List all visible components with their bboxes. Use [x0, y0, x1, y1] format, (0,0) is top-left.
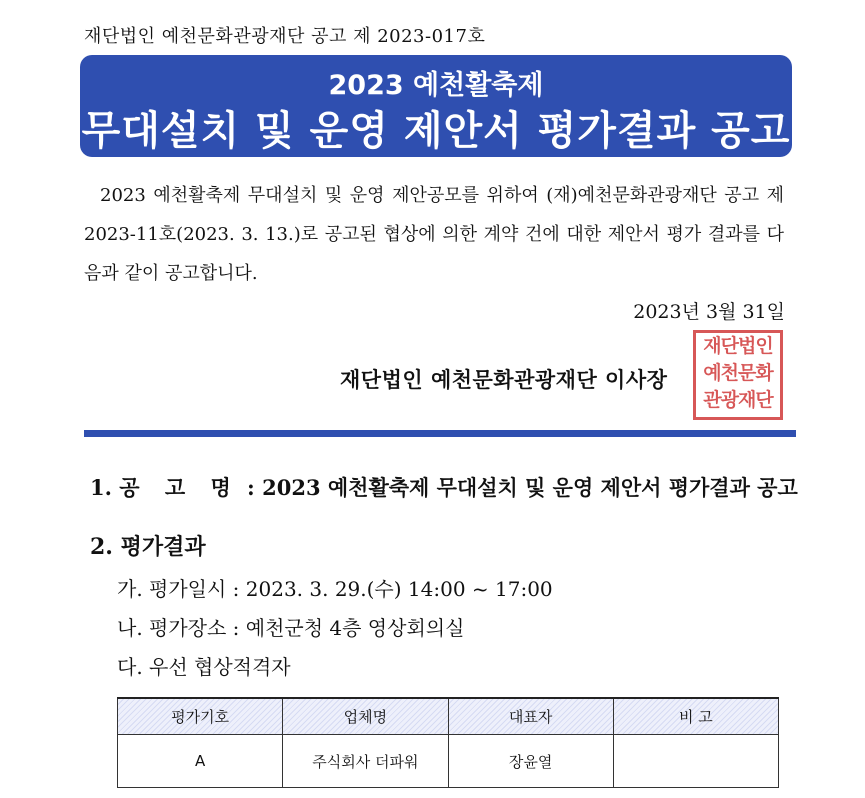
list-item: 가. 평가일시 : 2023. 3. 29.(수) 14:00 ~ 17:00	[117, 577, 553, 601]
banner-title-line2: 무대설치 및 운영 제안서 평가결과 공고	[81, 108, 791, 154]
divider	[84, 430, 796, 437]
section-1-separator: :	[247, 475, 255, 500]
section-1-heading	[90, 472, 798, 502]
table-header-cell: 대표자	[448, 698, 613, 735]
notice-number: 재단법인 예천문화관광재단 공고 제 2023-017호	[84, 26, 486, 47]
signature: 재단법인 예천문화관광재단 이사장	[340, 367, 668, 392]
table-cell: A	[118, 735, 283, 788]
seal-line: 관광재단	[703, 389, 773, 411]
seal-line: 재단법인	[703, 335, 773, 357]
table-cell: 장윤열	[448, 735, 613, 788]
title-banner	[80, 55, 792, 157]
list-item: 나. 평가장소 : 예천군청 4층 영상회의실	[117, 616, 465, 640]
seal-line: 예천문화	[703, 362, 773, 384]
announcement-date: 2023년 3월 31일	[633, 301, 785, 323]
official-seal	[693, 330, 783, 420]
section-1-value: 2023 예천활축제 무대설치 및 운영 제안서 평가결과 공고	[262, 475, 798, 500]
announcement-body: 2023 예천활축제 무대설치 및 운영 제안공모를 위하여 (재)예천문화관광재단 공고 제2023-11호(2023. 3. 13.)로 공고된 협상에 의한 계약 건에 대한 제안서 평가 결과를 다음과 같이 공고합니다.	[84, 185, 784, 284]
table-header-cell: 비 고	[613, 698, 778, 735]
table-header-row	[118, 698, 779, 735]
banner-title-line1: 2023 예천활축제	[328, 70, 544, 101]
table-cell: 주식회사 더파워	[283, 735, 448, 788]
table-row	[118, 735, 779, 788]
result-table	[117, 697, 779, 788]
table-cell	[613, 735, 778, 788]
section-1-number: 1.	[90, 475, 112, 500]
section-1-label: 공 고 명	[119, 475, 240, 500]
list-item: 다. 우선 협상적격자	[117, 655, 291, 679]
table-header-cell: 업체명	[283, 698, 448, 735]
section-2-heading: 2. 평가결과	[90, 534, 206, 560]
table-header-cell: 평가기호	[118, 698, 283, 735]
